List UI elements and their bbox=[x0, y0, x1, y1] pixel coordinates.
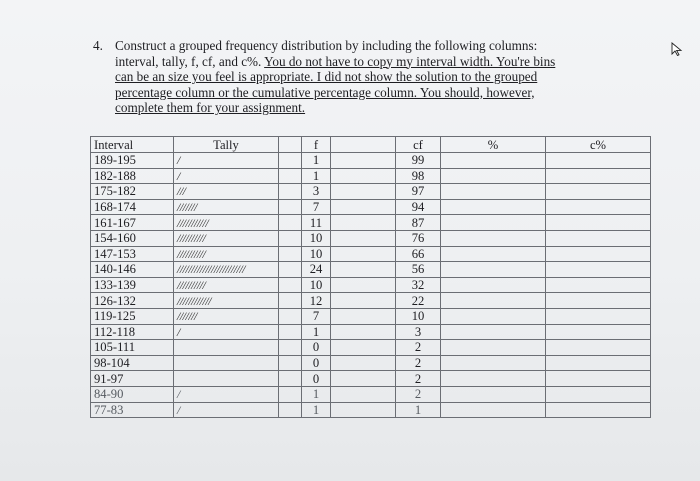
blank-column-cell bbox=[331, 371, 396, 387]
cumulative-percent-cell bbox=[546, 355, 651, 371]
cumulative-percent-cell bbox=[546, 230, 651, 246]
interval-cell: 154-160 bbox=[91, 230, 174, 246]
percent-cell bbox=[441, 371, 546, 387]
interval-cell: 147-153 bbox=[91, 246, 174, 262]
percent-cell bbox=[441, 184, 546, 200]
frequency-cell: 24 bbox=[302, 262, 331, 278]
cumulative-frequency-cell: 22 bbox=[396, 293, 441, 309]
tally-cell: / bbox=[174, 402, 279, 418]
tally-cell bbox=[174, 371, 279, 387]
blank-column-cell bbox=[279, 340, 302, 356]
mouse-pointer-icon bbox=[671, 42, 683, 56]
percent-cell bbox=[441, 293, 546, 309]
interval-cell: 119-125 bbox=[91, 308, 174, 324]
percent-cell bbox=[441, 199, 546, 215]
blank-column-cell bbox=[331, 199, 396, 215]
percent-cell bbox=[441, 215, 546, 231]
header-cf: cf bbox=[396, 137, 441, 153]
blank-column-cell bbox=[331, 324, 396, 340]
header-interval: Interval bbox=[91, 137, 174, 153]
interval-cell: 168-174 bbox=[91, 199, 174, 215]
cumulative-frequency-cell: 2 bbox=[396, 340, 441, 356]
table-row bbox=[91, 246, 651, 262]
percent-cell bbox=[441, 402, 546, 418]
percent-cell bbox=[441, 324, 546, 340]
table-row bbox=[91, 293, 651, 309]
interval-cell: 84-90 bbox=[91, 386, 174, 402]
question-line-4: percentage column or the cumulative percentage column. You should, however, bbox=[115, 84, 535, 100]
frequency-cell: 1 bbox=[302, 153, 331, 169]
header-f: f bbox=[302, 137, 331, 153]
tally-cell: /////////// bbox=[174, 215, 279, 231]
interval-cell: 182-188 bbox=[91, 168, 174, 184]
blank-column-cell bbox=[331, 402, 396, 418]
cumulative-percent-cell bbox=[546, 293, 651, 309]
blank-column-cell bbox=[331, 355, 396, 371]
table-row bbox=[91, 215, 651, 231]
table-row bbox=[91, 199, 651, 215]
percent-cell bbox=[441, 262, 546, 278]
table-row bbox=[91, 153, 651, 169]
table-row bbox=[91, 355, 651, 371]
table-row bbox=[91, 308, 651, 324]
blank-column-cell bbox=[279, 371, 302, 387]
blank-column-cell bbox=[331, 262, 396, 278]
table-header-row bbox=[91, 137, 651, 153]
table-row bbox=[91, 230, 651, 246]
blank-column-cell bbox=[331, 308, 396, 324]
blank-column-cell bbox=[331, 168, 396, 184]
percent-cell bbox=[441, 246, 546, 262]
frequency-cell: 10 bbox=[302, 230, 331, 246]
frequency-cell: 1 bbox=[302, 402, 331, 418]
cumulative-percent-cell bbox=[546, 184, 651, 200]
cumulative-frequency-cell: 2 bbox=[396, 371, 441, 387]
frequency-cell: 3 bbox=[302, 184, 331, 200]
tally-cell: /// bbox=[174, 184, 279, 200]
cumulative-percent-cell bbox=[546, 277, 651, 293]
blank-column-cell bbox=[331, 137, 396, 153]
question-number: 4. bbox=[93, 38, 103, 53]
cumulative-frequency-cell: 3 bbox=[396, 324, 441, 340]
cumulative-percent-cell bbox=[546, 262, 651, 278]
blank-column-cell bbox=[331, 215, 396, 231]
cumulative-frequency-cell: 32 bbox=[396, 277, 441, 293]
question-text bbox=[115, 38, 613, 116]
blank-column-cell bbox=[279, 153, 302, 169]
percent-cell bbox=[441, 277, 546, 293]
cumulative-frequency-cell: 97 bbox=[396, 184, 441, 200]
interval-cell: 105-111 bbox=[91, 340, 174, 356]
blank-column-cell bbox=[279, 293, 302, 309]
percent-cell bbox=[441, 308, 546, 324]
cumulative-frequency-cell: 56 bbox=[396, 262, 441, 278]
question-line-2 bbox=[115, 54, 613, 70]
table-row bbox=[91, 402, 651, 418]
cumulative-frequency-cell: 2 bbox=[396, 386, 441, 402]
tally-cell: /////// bbox=[174, 199, 279, 215]
frequency-cell: 0 bbox=[302, 355, 331, 371]
frequency-cell: 1 bbox=[302, 324, 331, 340]
cumulative-frequency-cell: 66 bbox=[396, 246, 441, 262]
table-row bbox=[91, 324, 651, 340]
interval-cell: 77-83 bbox=[91, 402, 174, 418]
blank-column-cell bbox=[279, 324, 302, 340]
tally-cell: / bbox=[174, 386, 279, 402]
percent-cell bbox=[441, 168, 546, 184]
cumulative-percent-cell bbox=[546, 168, 651, 184]
blank-column-cell bbox=[279, 137, 302, 153]
question-line-2-underlined: You do not have to copy my interval width. You're bins bbox=[264, 53, 556, 69]
tally-cell: ////////// bbox=[174, 230, 279, 246]
tally-cell: / bbox=[174, 153, 279, 169]
blank-column-cell bbox=[279, 199, 302, 215]
blank-column-cell bbox=[331, 246, 396, 262]
cumulative-frequency-cell: 10 bbox=[396, 308, 441, 324]
percent-cell bbox=[441, 230, 546, 246]
interval-cell: 126-132 bbox=[91, 293, 174, 309]
cumulative-percent-cell bbox=[546, 153, 651, 169]
percent-cell bbox=[441, 355, 546, 371]
cumulative-percent-cell bbox=[546, 246, 651, 262]
tally-cell bbox=[174, 340, 279, 356]
cumulative-percent-cell bbox=[546, 386, 651, 402]
table-row bbox=[91, 262, 651, 278]
header-cumulative-percent: c% bbox=[546, 137, 651, 153]
blank-column-cell bbox=[331, 277, 396, 293]
blank-column-cell bbox=[279, 402, 302, 418]
cumulative-percent-cell bbox=[546, 199, 651, 215]
tally-cell: / bbox=[174, 324, 279, 340]
frequency-cell: 0 bbox=[302, 340, 331, 356]
blank-column-cell bbox=[279, 277, 302, 293]
blank-column-cell bbox=[279, 184, 302, 200]
table-row bbox=[91, 184, 651, 200]
question-4 bbox=[93, 38, 613, 116]
interval-cell: 140-146 bbox=[91, 262, 174, 278]
interval-cell: 91-97 bbox=[91, 371, 174, 387]
frequency-cell: 1 bbox=[302, 168, 331, 184]
cumulative-frequency-cell: 87 bbox=[396, 215, 441, 231]
table-row bbox=[91, 371, 651, 387]
cumulative-percent-cell bbox=[546, 308, 651, 324]
table-row bbox=[91, 340, 651, 356]
tally-cell: //////////// bbox=[174, 293, 279, 309]
frequency-cell: 11 bbox=[302, 215, 331, 231]
frequency-table bbox=[90, 136, 651, 418]
frequency-cell: 0 bbox=[302, 371, 331, 387]
frequency-cell: 1 bbox=[302, 386, 331, 402]
tally-cell bbox=[174, 355, 279, 371]
blank-column-cell bbox=[331, 184, 396, 200]
interval-cell: 133-139 bbox=[91, 277, 174, 293]
tally-cell: //////////////////////// bbox=[174, 262, 279, 278]
question-line-5: complete them for your assignment. bbox=[115, 100, 306, 116]
question-line-1: Construct a grouped frequency distribution by including the following columns: bbox=[115, 38, 538, 53]
cumulative-percent-cell bbox=[546, 215, 651, 231]
interval-cell: 112-118 bbox=[91, 324, 174, 340]
cumulative-percent-cell bbox=[546, 402, 651, 418]
blank-column-cell bbox=[279, 168, 302, 184]
cumulative-frequency-cell: 98 bbox=[396, 168, 441, 184]
blank-column-cell bbox=[331, 230, 396, 246]
interval-cell: 175-182 bbox=[91, 184, 174, 200]
percent-cell bbox=[441, 153, 546, 169]
frequency-cell: 7 bbox=[302, 199, 331, 215]
table-row bbox=[91, 386, 651, 402]
tally-cell: /////// bbox=[174, 308, 279, 324]
tally-cell: ////////// bbox=[174, 277, 279, 293]
blank-column-cell bbox=[279, 230, 302, 246]
blank-column-cell bbox=[279, 308, 302, 324]
blank-column-cell bbox=[331, 340, 396, 356]
table-body bbox=[91, 153, 651, 418]
blank-column-cell bbox=[279, 246, 302, 262]
header-tally: Tally bbox=[174, 137, 279, 153]
blank-column-cell bbox=[279, 355, 302, 371]
tally-cell: ////////// bbox=[174, 246, 279, 262]
interval-cell: 189-195 bbox=[91, 153, 174, 169]
blank-column-cell bbox=[279, 215, 302, 231]
cumulative-percent-cell bbox=[546, 340, 651, 356]
interval-cell: 98-104 bbox=[91, 355, 174, 371]
percent-cell bbox=[441, 340, 546, 356]
cumulative-percent-cell bbox=[546, 324, 651, 340]
cumulative-frequency-cell: 2 bbox=[396, 355, 441, 371]
frequency-cell: 7 bbox=[302, 308, 331, 324]
cumulative-frequency-cell: 1 bbox=[396, 402, 441, 418]
blank-column-cell bbox=[279, 386, 302, 402]
cumulative-percent-cell bbox=[546, 371, 651, 387]
cumulative-frequency-cell: 76 bbox=[396, 230, 441, 246]
frequency-cell: 10 bbox=[302, 277, 331, 293]
cumulative-frequency-cell: 99 bbox=[396, 153, 441, 169]
question-line-2-plain: interval, tally, f, cf, and c%. bbox=[115, 53, 265, 69]
tally-cell: / bbox=[174, 168, 279, 184]
blank-column-cell bbox=[331, 153, 396, 169]
header-percent: % bbox=[441, 137, 546, 153]
frequency-cell: 12 bbox=[302, 293, 331, 309]
interval-cell: 161-167 bbox=[91, 215, 174, 231]
table-row bbox=[91, 168, 651, 184]
question-line-3: can be an size you feel is appropriate. I did not show the solution to the grouped bbox=[115, 69, 538, 85]
blank-column-cell bbox=[331, 386, 396, 402]
percent-cell bbox=[441, 386, 546, 402]
blank-column-cell bbox=[331, 293, 396, 309]
blank-column-cell bbox=[279, 262, 302, 278]
table-row bbox=[91, 277, 651, 293]
cumulative-frequency-cell: 94 bbox=[396, 199, 441, 215]
frequency-cell: 10 bbox=[302, 246, 331, 262]
